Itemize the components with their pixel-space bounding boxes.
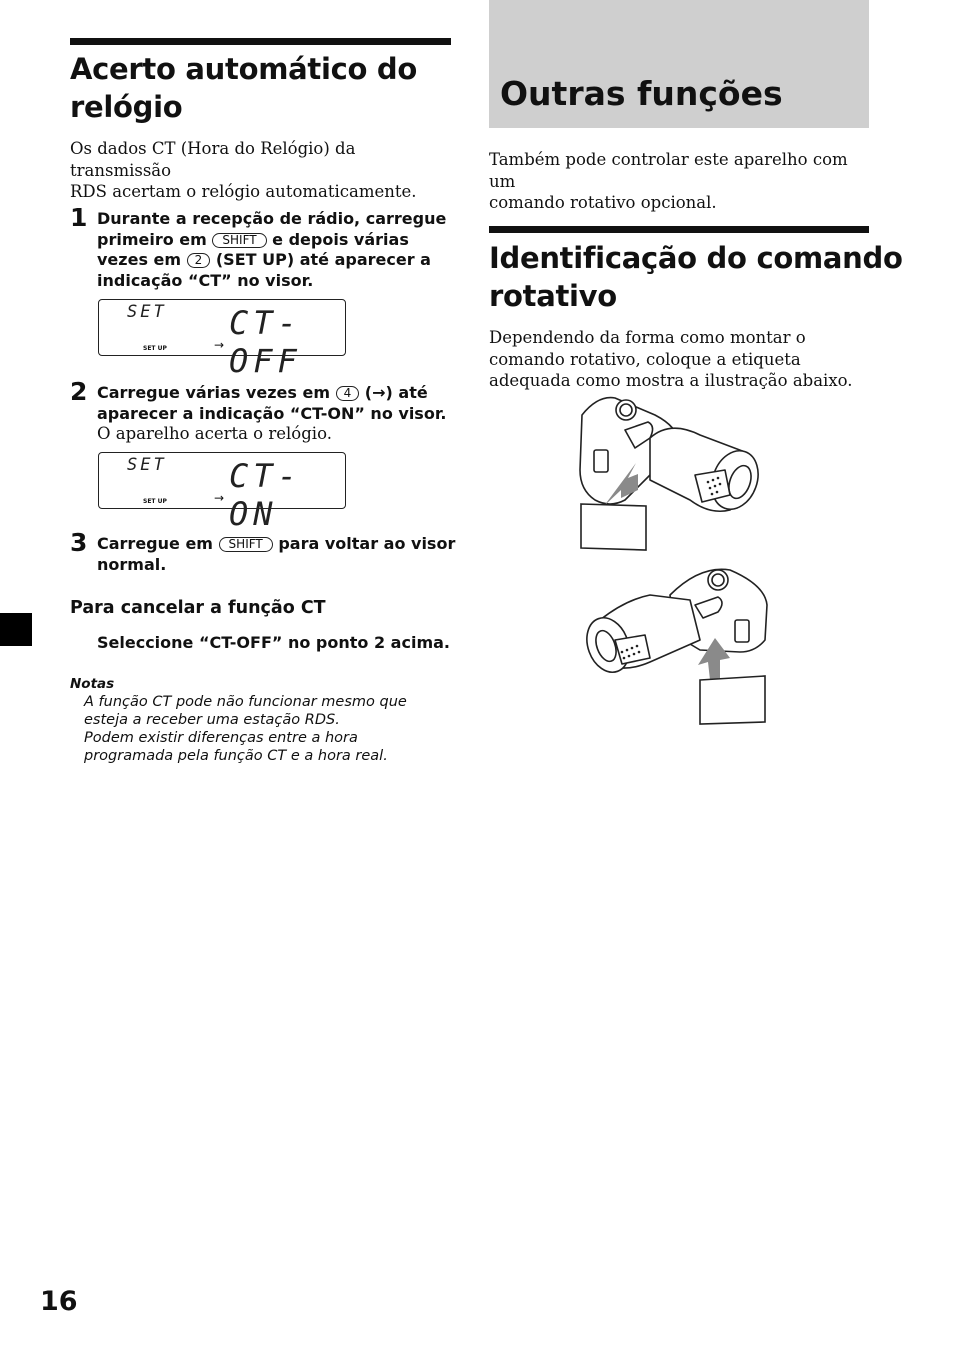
right-intro [489, 149, 879, 214]
section-title-rotary [489, 239, 903, 315]
intro-line-2: RDS acertam o relógio automaticamente. [70, 182, 417, 201]
step-1-line-3a: vezes em [97, 250, 182, 269]
step-1-line-2b: e depois várias [272, 229, 409, 249]
step-3-line-1b: para voltar ao visor [278, 534, 456, 553]
display-main-text: CT-ON [229, 457, 302, 533]
page-number: 16 [40, 1286, 78, 1317]
rotary-line-1: Dependendo da forma como montar o [489, 328, 806, 347]
display-ct-on [98, 452, 346, 533]
title-line-2: relógio [70, 90, 183, 124]
note-line: esteja a receber uma estação RDS. [84, 712, 340, 728]
step-1-line-2 [97, 230, 457, 251]
step-1-line-3 [97, 250, 457, 271]
step-1-line-4: indicação “CT” no visor. [97, 270, 314, 290]
step-1-text [97, 209, 457, 291]
display-main-text: CT-OFF [229, 304, 302, 380]
step-3-line-1 [97, 534, 457, 555]
right-intro-line-2: comando rotativo opcional. [489, 193, 717, 212]
rotary-title-line-2: rotativo [489, 279, 617, 313]
note-line: programada pela função CT e a hora real. [84, 748, 388, 764]
step-1-line-1: Durante a recepção de rádio, carregue [97, 209, 447, 228]
step-3-line-1a: Carregue em [97, 534, 213, 553]
intro-paragraph [70, 138, 460, 203]
section-tab-marker [0, 613, 32, 646]
step-2-text [97, 383, 457, 445]
notes-title: Notas [70, 676, 115, 692]
intro-line-1: Os dados CT (Hora do Relógio) da transmissão [70, 139, 356, 180]
cancel-heading: Para cancelar a função CT [70, 598, 326, 618]
display-ct-off [98, 299, 346, 380]
step-3-line-2: normal. [97, 554, 167, 574]
display-arrow-icon: → [214, 491, 225, 505]
note-line: Podem existir diferenças entre a hora [84, 730, 358, 746]
title-rule-left [70, 38, 451, 45]
step-2-line-1b: (→) até [364, 383, 428, 402]
title-rule-right [489, 226, 869, 233]
rotary-title-line-1: Identificação do comando [489, 241, 903, 275]
key-2: 2 [187, 253, 211, 268]
note-line: A função CT pode não funcionar mesmo que [84, 694, 407, 710]
shift-key: SHIFT [219, 537, 273, 552]
step-2-line-1a: Carregue várias vezes em [97, 383, 330, 402]
section-title-clock [70, 50, 417, 126]
step-1-line-2a: primeiro em [97, 229, 207, 249]
cancel-text: Seleccione “CT-OFF” no ponto 2 acima. [97, 633, 450, 652]
display-set-label: SET [127, 302, 167, 322]
title-line-1: Acerto automático do [70, 52, 417, 86]
rotary-paragraph [489, 327, 879, 392]
step-2-number: 2 [70, 377, 88, 406]
step-2-line-3: O aparelho acerta o relógio. [97, 424, 332, 443]
display-set-label: SET [127, 455, 167, 475]
chapter-title: Outras funções [500, 74, 783, 113]
step-1-line-3b: (SET UP) até aparecer a [215, 250, 431, 269]
step-3-number: 3 [70, 528, 88, 557]
rotary-commander-illustration [570, 390, 780, 735]
display-setup-label: SET UP [143, 345, 167, 352]
key-4: 4 [336, 386, 360, 401]
step-3-text [97, 534, 457, 575]
rotary-line-3: adequada como mostra a ilustração abaixo. [489, 371, 853, 390]
step-1-number: 1 [70, 203, 88, 232]
shift-key: SHIFT [212, 233, 266, 248]
rotary-line-2: comando rotativo, coloque a etiqueta [489, 349, 801, 369]
display-arrow-icon: → [214, 338, 225, 352]
display-setup-label: SET UP [143, 498, 167, 505]
chapter-header-band [489, 0, 869, 128]
step-2-line-2: aparecer a indicação “CT-ON” no visor. [97, 403, 447, 423]
step-2-line-1 [97, 383, 457, 404]
right-intro-line-1: Também pode controlar este aparelho com um [489, 150, 848, 191]
